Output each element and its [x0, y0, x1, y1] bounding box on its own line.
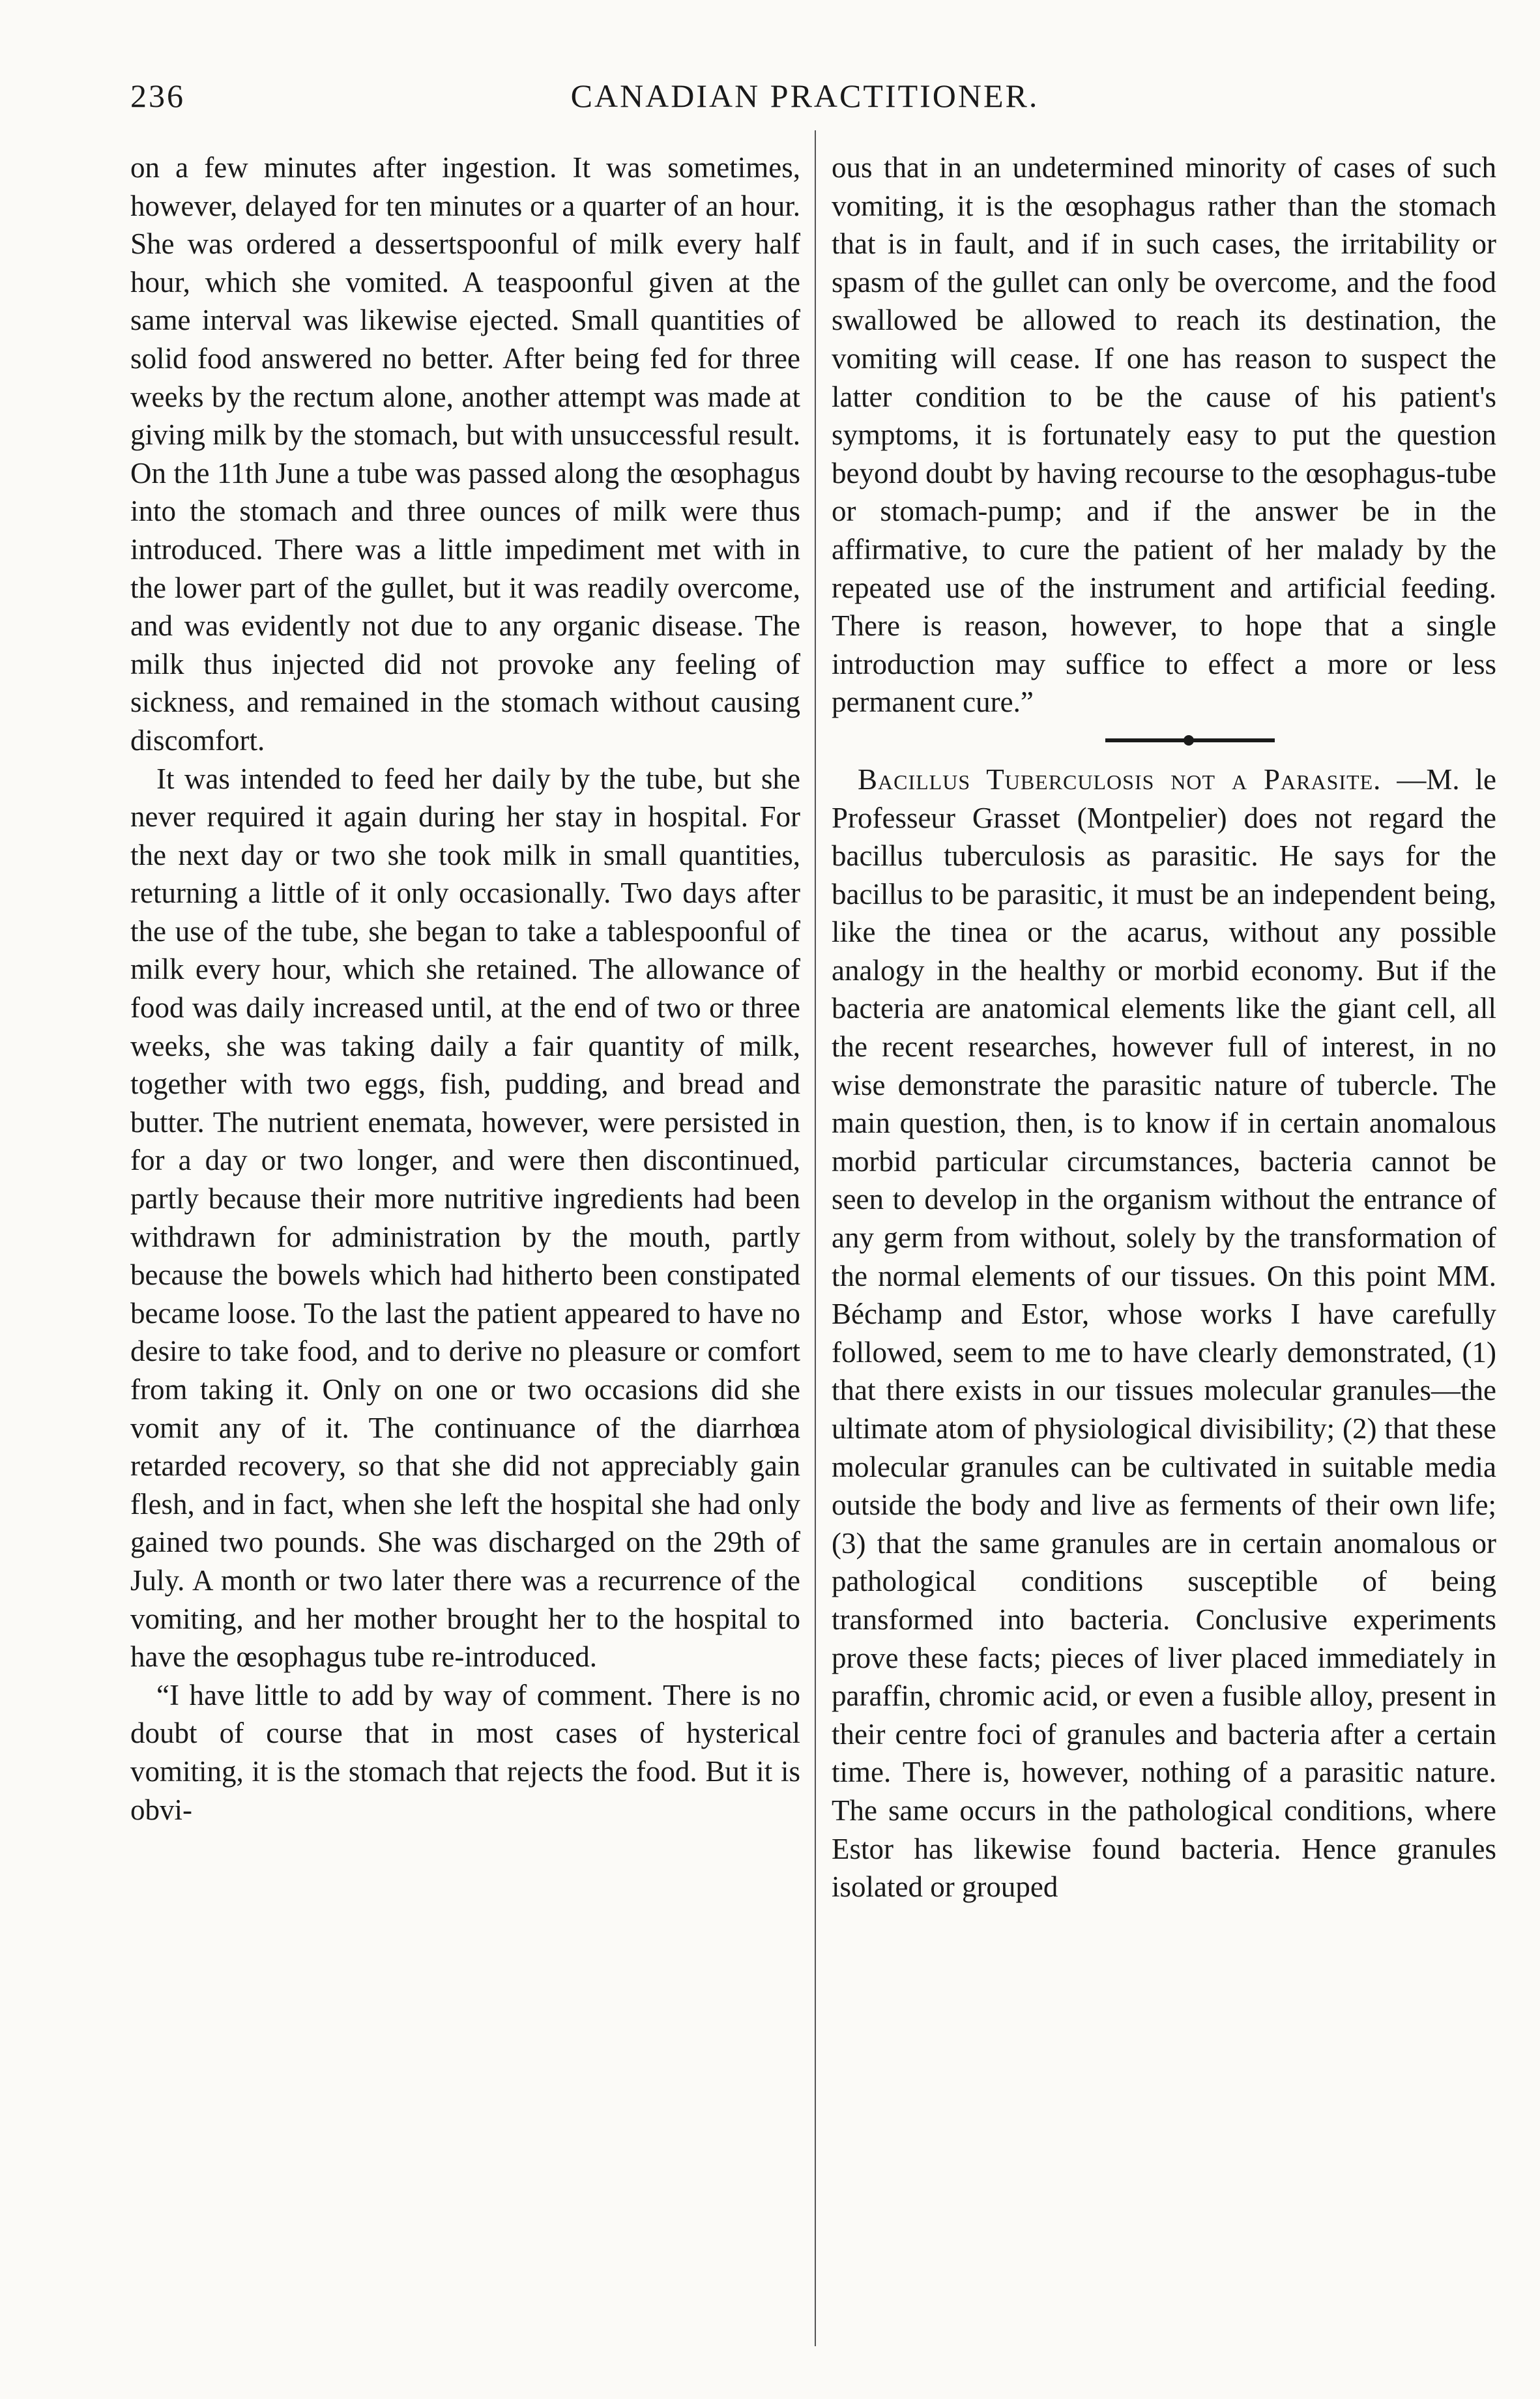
running-title: CANADIAN PRACTITIONER. [570, 78, 1039, 114]
right-column [832, 149, 1496, 1906]
separator-dot [1184, 735, 1194, 746]
page-number: 236 [130, 78, 185, 114]
paragraph: It was intended to feed her daily by the tube, but she never required it again during her stay in hospital. For the next day or two she took milk in small quantities, returning a little of it only occasionally. Two days after the use of the tube, she began to take a tablespoonful of milk every hour, which she retained. The allowance of food was daily increased until, at the end of two or three weeks, she was taking daily a fair quantity of milk, together with two eggs, fish, pudding, and bread and butter. The nutrient enemata, however, were persisted in for a day or two longer, and were then discontinued, partly because their more nutritive ingredients had been withdrawn for administration by the mouth, partly because the bowels which had hitherto been constipated became loose. To the last the patient appeared to have no desire to take food, and to derive no pleasure or comfort from taking it. Only on one or two occasions did she vomit any of it. The continuance of the diarrhœa retarded recovery, so that she did not appreciably gain flesh, and in fact, when she left the hospital she had only gained two pounds. She was discharged on the 29th of July. A month or two later there was a recurrence of the vomiting, and her mother brought her to the hospital to have the œsophagus tube re-introduced. [130, 762, 800, 1674]
left-column [130, 149, 800, 1829]
paragraph: on a few minutes after ingestion. It was sometimes, however, delayed for ten minutes or a quarter of an hour. She was ordered a dessertspoonful of milk every half hour, which she vomited. A teaspoonful given at the same interval was likewise ejected. Small quantities of solid food answered no better. After being fed for three weeks by the rectum alone, another attempt was made at giving milk by the stomach, but with unsuccessful result. On the 11th June a tube was passed along the œsophagus into the stomach and three ounces of milk were thus introduced. There was a little impediment met with in the lower part of the gullet, but it was readily overcome, and was evidently not due to any organic disease. The milk thus injected did not provoke any feeling of sickness, and remained in the stomach without causing discomfort. [130, 151, 800, 757]
section-separator-ornament [832, 721, 1496, 761]
article-title: Bacillus Tuberculosis not a Parasite. [858, 763, 1382, 796]
column-divider [815, 130, 816, 2346]
paragraph: ous that in an undetermined minority of cases of such vomiting, it is the œsophagus rather than the stomach that is in fault, and if in such cases, the irritability or spasm of the gullet can only be overcome, and the food swallowed be allowed to reach its destination, the vomiting will cease. If one has reason to suspect the latter condition to be the cause of his patient's symptoms, it is fortunately easy to put the question beyond doubt by having recourse to the œsophagus-tube or stomach-pump; and if the answer be in the affirmative, to cure the patient of her malady by the repeated use of the instrument and artificial feeding. There is reason, however, to hope that a single introduction may suffice to effect a more or less permanent cure.” [832, 151, 1496, 719]
article-body: —M. le Professeur Grasset (Montpelier) does not regard the bacillus tuberculosis as parasitic. He says for the bacillus to be parasitic, it must be an independent being, like the tinea or the acarus, without any possible analogy in the healthy or morbid economy. But if the bacteria are anatomical elements like the giant cell, all the recent researches, however full of interest, in no wise demonstrate the parasitic nature of tubercle. The main question, then, is to know if in certain anomalous morbid particular circumstances, bacteria cannot be seen to develop in the organism without the entrance of any germ from without, solely by the transformation of the normal elements of our tissues. On this point MM. Béchamp and Estor, whose works I have carefully followed, seem to me to have clearly demonstrated, (1) that there exists in our tissues molecular granules—the ultimate atom of physiological divisibility; (2) that these molecular granules can be cultivated in suitable media outside the body and live as ferments of their own life; (3) that the same granules are in certain anomalous or pathological conditions susceptible of being transformed into bacteria. Conclusive experiments prove these facts; pieces of liver placed immediately in paraffin, chromic acid, or even a fusible alloy, present in their centre foci of granules and bacteria after a certain time. There is, however, nothing of a parasitic nature. The same occurs in the pathological conditions, where Estor has likewise found bacteria. Hence granules isolated or grouped [832, 763, 1496, 1904]
page-header [130, 77, 1479, 123]
article-paragraph [832, 761, 1496, 1906]
paragraph: “I have little to add by way of comment. There is no doubt of course that in most cases of hysterical vomiting, it is the stomach that rejects the food. But it is obvi- [130, 1678, 800, 1826]
